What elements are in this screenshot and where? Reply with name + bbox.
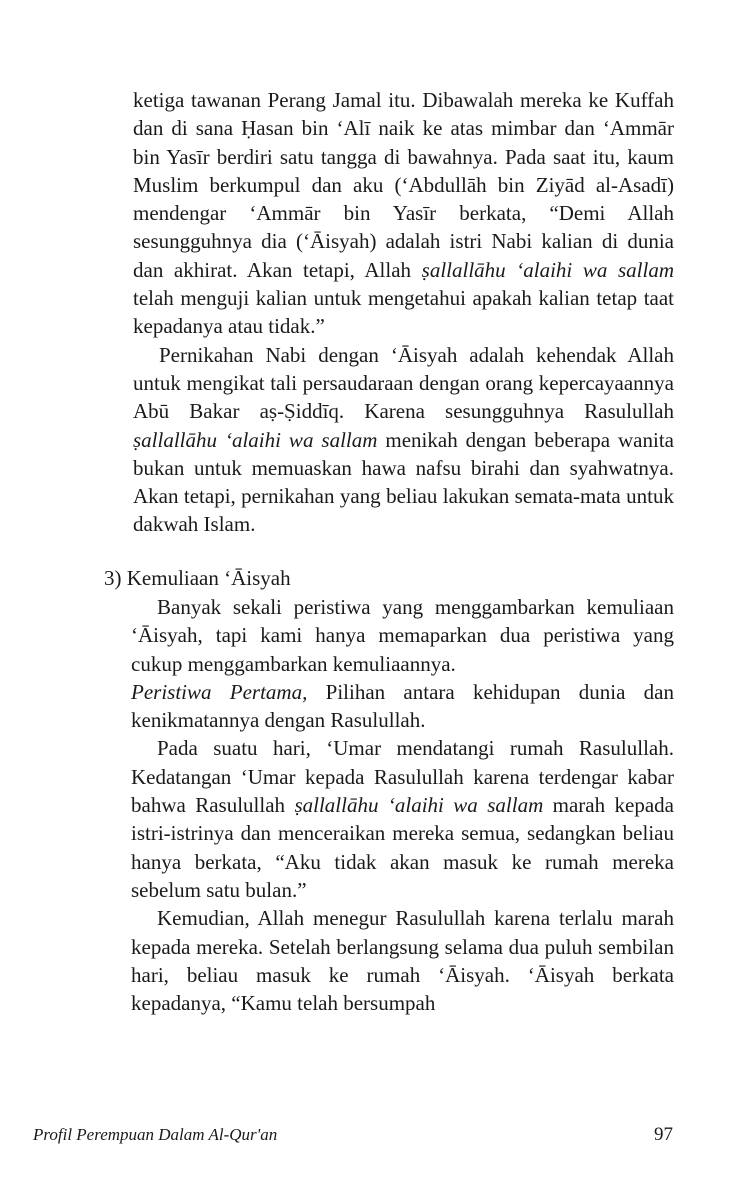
paragraph-2-text: Pernikahan Nabi dengan ‘Āisyah adalah kehendak Allah untuk mengikat tali persaudaraan dengan orang kepercayaannya Abū Bakar aṣ-Ṣiddīq. Karena sesungguhnya Rasulullah: [133, 342, 674, 424]
page-number: 97: [654, 1124, 673, 1145]
running-footer-title: Profil Perempuan Dalam Al-Qur'an: [33, 1125, 278, 1144]
paragraph-1-honorific: ṣallallāhu ‘alaihi wa sallam: [421, 257, 674, 282]
paragraph-5-text: Pada suatu hari, ‘Umar mendatangi rumah Rasulullah. Kedatangan ‘Umar kepada Rasulullah karena terdengar kabar bahwa Rasulullah: [131, 736, 674, 818]
paragraph-2-honorific: ṣallallāhu ‘alaihi wa sallam: [133, 427, 378, 452]
paragraph-5: [131, 734, 674, 904]
paragraph-4-text: Pilihan antara kehidupan dunia dan kenikmatannya dengan Rasulullah.: [131, 679, 675, 733]
paragraph-2: [133, 341, 674, 539]
paragraph-5-honorific: ṣallallāhu ‘alaihi wa sallam: [294, 793, 544, 818]
paragraph-2-end: menikah dengan beberapa wanita bukan untuk memuaskan hawa nafsu birahi dan syahwatnya. Akan tetapi, pernikahan yang beliau lakukan semata-mata untuk dakwah Islam.: [133, 427, 674, 537]
paragraph-4: [131, 678, 674, 735]
paragraph-6: Kemudian, Allah menegur Rasulullah karena terlalu marah kepada mereka. Setelah berlangsung selama dua puluh sembilan hari, beliau masuk ke rumah ‘Āisyah. ‘Āisyah berkata kepadanya, “Kamu telah bersumpah: [131, 906, 674, 1016]
section-heading: 3) Kemuliaan ‘Āisyah: [104, 566, 291, 590]
paragraph-4-lead: Peristiwa Pertama,: [131, 679, 308, 704]
text-block-top: [133, 86, 674, 539]
paragraph-3: Banyak sekali peristiwa yang menggambarkan kemuliaan ‘Āisyah, tapi kami hanya memaparkan dua peristiwa yang cukup menggambarkan kemuliaannya.: [131, 595, 674, 676]
paragraph-1-end: telah menguji kalian untuk mengetahui apakah kalian tetap taat kepadanya atau tidak.”: [133, 286, 674, 339]
text-block-section: [131, 593, 674, 1017]
paragraph-1: [133, 86, 674, 341]
paragraph-5-end: marah kepada istri-istrinya dan menceraikan mereka semua, sedangkan beliau hanya berkata, “Aku tidak akan masuk ke rumah mereka sebelum satu bulan.”: [131, 793, 675, 902]
paragraph-1-text: ketiga tawanan Perang Jamal itu. Dibawalah mereka ke Kuffah dan di sana Ḥasan bin ‘Alī naik ke atas mimbar dan ‘Ammār bin Yasīr berdiri satu tangga di bawahnya. Pada saat itu, kaum Muslim berkumpul dan aku (‘Abdullāh bin Ziyād al-Asadī) mendengar ‘Ammār bin Yasīr berkata, “Demi Allah sesungguhnya dia (‘Āisyah) adalah istri Nabi kalian di dunia dan akhirat. Akan tetapi, Allah: [133, 88, 674, 282]
